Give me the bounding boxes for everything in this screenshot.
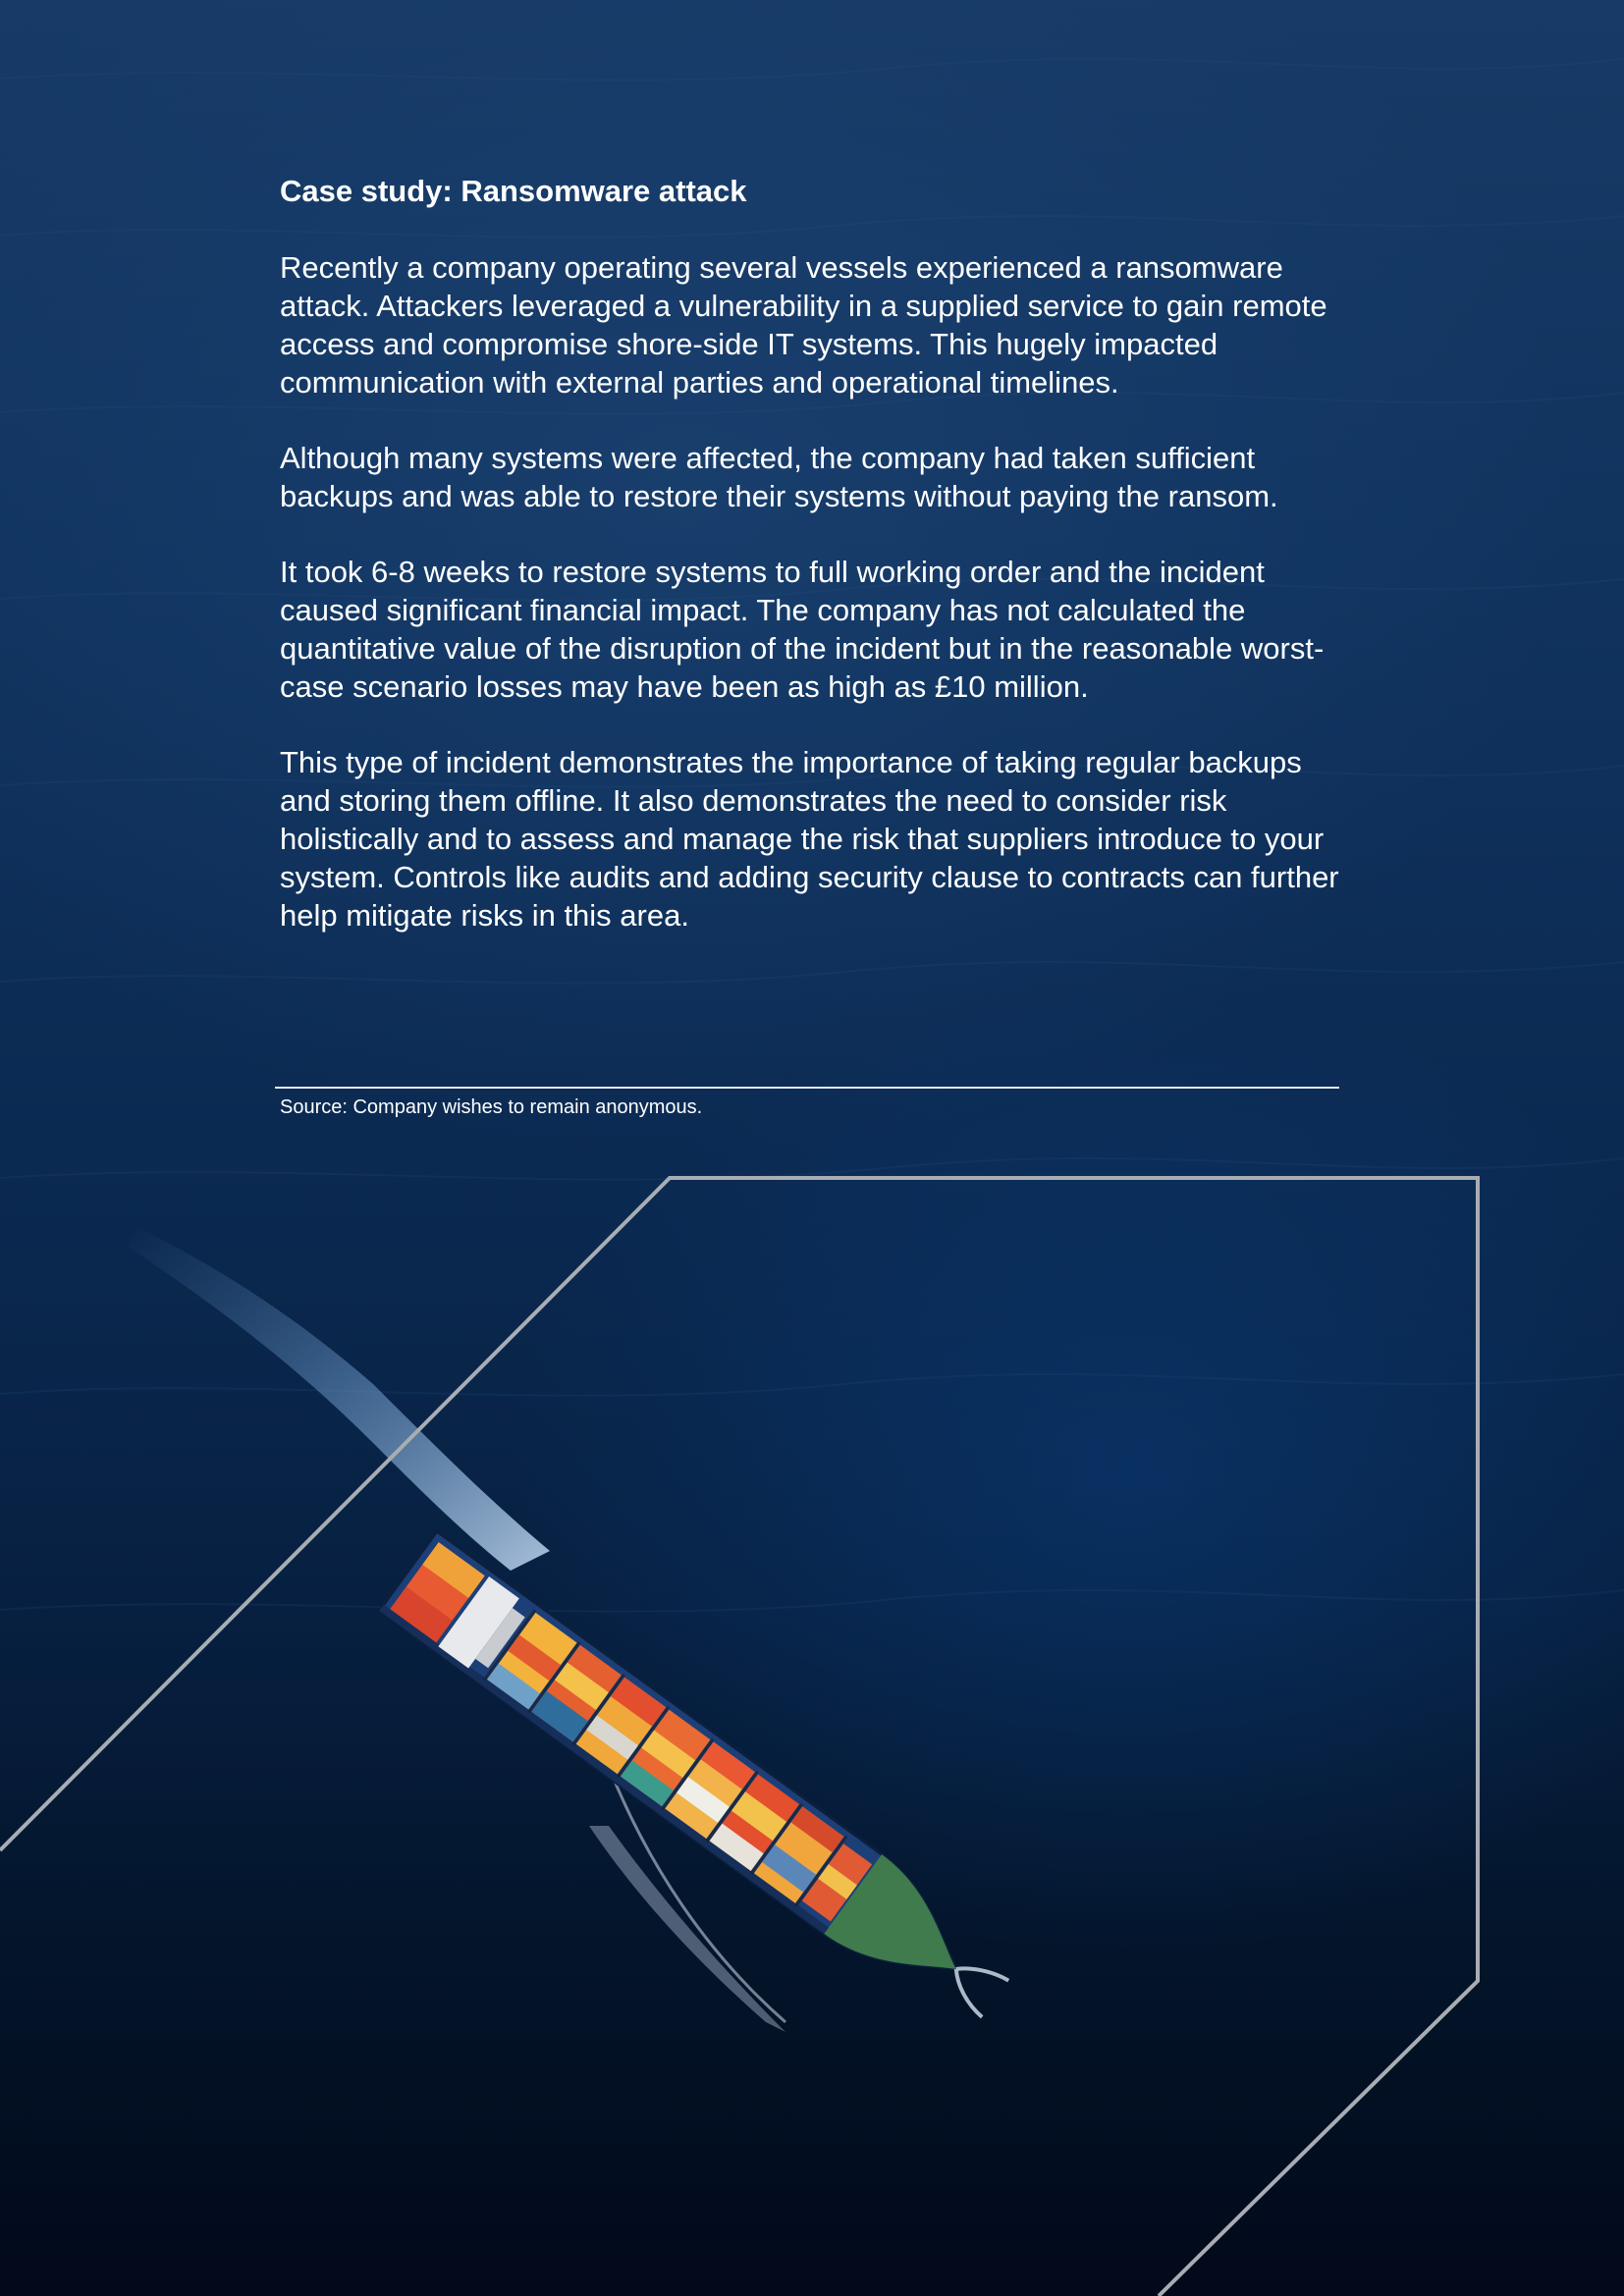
case-study-title: Case study: Ransomware attack xyxy=(280,174,747,208)
container-ship xyxy=(379,1531,1024,2038)
paragraph-incident: Recently a company operating several vessels experienced a ransomware attack. Attackers leveraged a vulnerability in a supplied service to gain remote access and compromise shore-side IT systems. This hugely impacted communication with external parties and operational timelines. xyxy=(280,250,1327,400)
paragraph-impact: It took 6-8 weeks to restore systems to full working order and the incident caused significant financial impact. The company has not calculated the quantitative value of the disruption of the incident but in the reasonable worst-case scenario losses may have been as high as £10 million. xyxy=(280,555,1325,704)
paragraph-recovery: Although many systems were affected, the company had taken sufficient backups and was able to restore their systems without paying the ransom. xyxy=(280,441,1278,513)
source-divider xyxy=(275,1087,1339,1089)
case-study-article xyxy=(280,172,1345,972)
hexagon-frame xyxy=(0,1178,1478,2296)
source-note: Source: Company wishes to remain anonymous. xyxy=(280,1096,703,1118)
paragraph-lessons: This type of incident demonstrates the importance of taking regular backups and storing them offline. It also demonstrates the need to consider risk holistically and to assess and manage the risk that suppliers introduce to your system. Controls like audits and adding security clause to contracts can further help mitigate risks in this area. xyxy=(280,745,1339,933)
